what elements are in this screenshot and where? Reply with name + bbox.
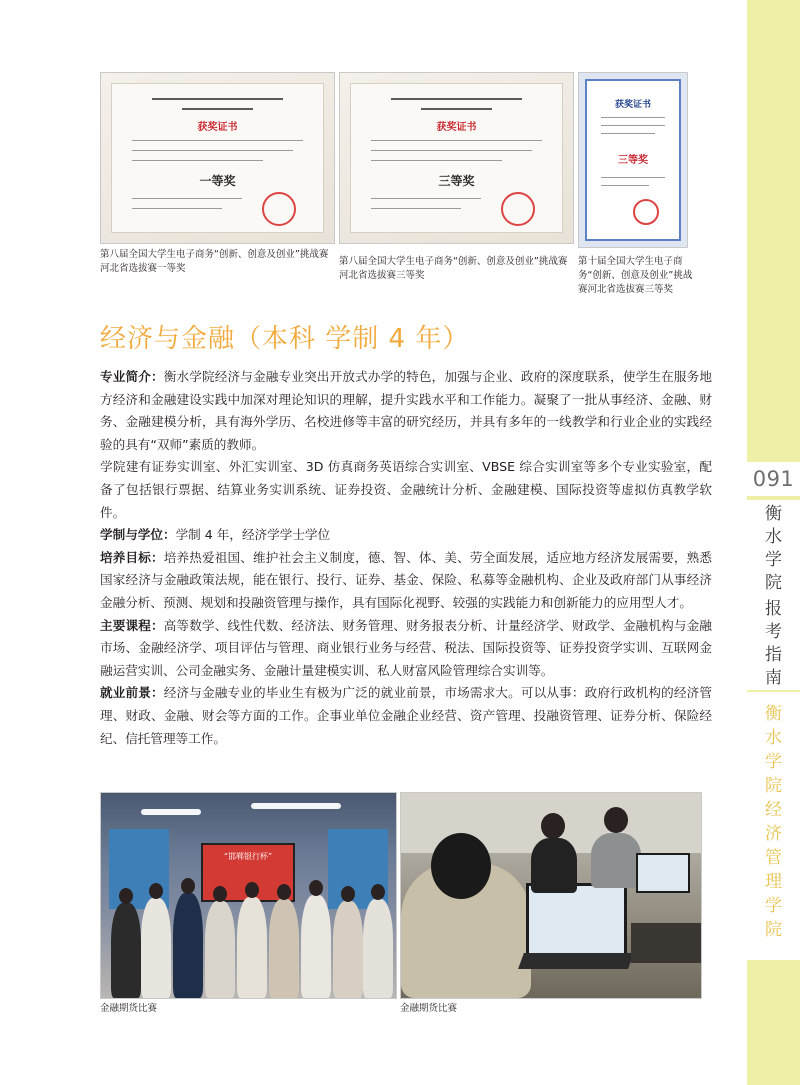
student-head [309, 880, 323, 896]
cert-text-line [132, 160, 263, 161]
student-head [245, 882, 259, 898]
laptop-keyboard [518, 953, 634, 969]
student-head [431, 833, 491, 899]
cert-text-line [391, 98, 522, 100]
section-title: 经济与金融（本科 学制 4 年） [100, 324, 470, 354]
intro-paragraph-2: 学院建有证券实训室、外汇实训室、3D 仿真商务英语综合实训室、VBSE 综合实训室等多个专业实验室，配备了包括银行票据、结算业务实训系统、证券投资、金融统计分析、金融建模、国际投资等虚拟仿真教学软件。 [100, 459, 712, 520]
goal-paragraph [100, 547, 712, 615]
cert-text-line [371, 208, 461, 209]
student-figure [173, 893, 203, 998]
caption-cert-1: 第八届全国大学生电子商务“创新、创意及创业”挑战赛河北省选拔赛一等奖 [100, 249, 329, 274]
course-text: 高等数学、线性代数、经济法、财务管理、财务报表分析、计量经济学、财政学、金融机构与金融市场、金融经济学、项目评估与管理、商业银行业务与经营、税法、国际投资等、证券投资学实训、互联网金融运营实训、公司金融实务、金融计量建模实训、私人财富风险管理综合实训等。 [100, 617, 713, 678]
intro-label: 专业简介： [100, 369, 164, 384]
college-char: 学 [765, 896, 782, 916]
guide-title-vertical [747, 500, 800, 690]
cert-award: 三等奖 [438, 174, 475, 188]
cert-text-line [601, 117, 665, 118]
student-figure [591, 833, 641, 888]
certificate-paper [350, 83, 563, 233]
cert-heading: 获奖证书 [197, 122, 238, 133]
laptop-screen [636, 853, 690, 893]
college-char: 管 [765, 848, 782, 868]
cert-text-line [132, 150, 293, 151]
caption-cert-3: 第十届全国大学生电子商务“创新、创意及创业”挑战赛河北省选拔赛三等奖 [578, 256, 693, 295]
cert-text-line [601, 177, 665, 178]
intro-paragraph [100, 366, 712, 456]
cert-award: 一等奖 [199, 174, 236, 188]
college-name-vertical [747, 692, 800, 960]
intro-text: 衡水学院经济与金融专业突出开放式办学的特色，加强与企业、政府的深度联系，使学生在服务地方经济和金融建设实践中加深对理论知识的理解，提升实践水平和工作能力。凝聚了一批从事经济、金融、财务、金融建模分析，具有海外学历、名校进修等丰富的研究经历，并具有多年的一线教学和行业企业的实践经验的具有“双师”素质的教师。 [100, 369, 713, 452]
student-head [277, 884, 291, 900]
guide-char: 考 [765, 622, 782, 642]
student-head [149, 883, 163, 899]
college-char: 院 [765, 776, 782, 796]
desk [631, 923, 701, 963]
student-figure [111, 903, 141, 998]
degree-text: 学制 4 年，经济学学士学位 [175, 527, 331, 543]
program-description [100, 366, 712, 750]
guide-char: 水 [765, 526, 782, 547]
student-head [213, 886, 227, 902]
guide-char: 报 [765, 599, 782, 619]
student-head [541, 813, 565, 839]
college-char: 水 [765, 728, 782, 748]
career-paragraph [100, 682, 712, 750]
course-paragraph [100, 615, 712, 683]
career-text: 经济与金融专业的毕业生有极为广泛的就业前景，市场需求大。可以从事：政府行政机构的经济管理、财政、金融、财会等方面的工作。企事业单位金融企业经营、资产管理、投融资管理、证券分析、保险经纪、信托管理等工作。 [100, 685, 713, 746]
certificate-photo-2 [339, 72, 574, 244]
cert-text-line [601, 133, 655, 134]
student-figure [333, 901, 363, 998]
cert-text-line [152, 98, 283, 100]
certificate-photo-1 [100, 72, 335, 244]
certificate-paper [111, 83, 324, 233]
cert-heading: 获奖证书 [614, 100, 651, 110]
college-char: 理 [765, 872, 782, 892]
ceiling-light [141, 809, 201, 815]
college-char: 经 [765, 800, 782, 820]
student-figure [363, 899, 393, 998]
guide-char: 衡 [765, 503, 782, 524]
degree-paragraph [100, 524, 712, 547]
student-head [119, 888, 133, 904]
caption-cert-2: 第八届全国大学生电子商务“创新、创意及创业”挑战赛河北省选拔赛三等奖 [339, 256, 568, 281]
student-head [181, 878, 195, 894]
career-label: 就业前景： [100, 685, 164, 701]
ceiling-light [251, 803, 341, 809]
cert-text-line [601, 125, 665, 126]
banner-text: “邯郸银行杯” [223, 852, 273, 861]
student-figure [237, 897, 267, 998]
college-char: 院 [765, 920, 782, 940]
red-seal-icon [501, 192, 535, 226]
guide-char: 南 [765, 668, 782, 688]
student-figure [205, 901, 235, 998]
student-head [371, 884, 385, 900]
cert-heading: 获奖证书 [436, 122, 477, 133]
red-seal-icon [633, 199, 659, 225]
cert-text-line [371, 150, 532, 151]
student-head [604, 807, 628, 833]
computer-lab-photo [400, 792, 702, 999]
certificate-paper [585, 79, 681, 241]
student-figure [269, 899, 299, 998]
certificate-photo-3 [578, 72, 688, 248]
student-figure [141, 898, 171, 998]
cert-text-line [132, 140, 303, 141]
guide-char: 院 [765, 572, 782, 593]
cert-text-line [132, 198, 242, 199]
guide-char: 学 [765, 549, 782, 570]
goal-label: 培养目标： [100, 549, 164, 565]
goal-text: 培养热爱祖国、维护社会主义制度，德、智、体、美、劳全面发展，适应地方经济发展需要，熟悉国家经济与金融政策法规，能在银行、投行、证券、基金、保险、私募等金融机构、企业及政府部门从事经济金融分析、预测、规划和投融资管理与操作，具有国际化视野、较强的实践能力和创新能力的应用型人才。 [100, 549, 713, 610]
cert-text-line [132, 208, 222, 209]
guide-char: 指 [765, 645, 782, 665]
laptop-screen [526, 883, 627, 959]
page-number: 091 [747, 462, 800, 496]
cert-text-line [182, 108, 253, 110]
college-char: 衡 [765, 704, 782, 724]
college-char: 济 [765, 824, 782, 844]
course-label: 主要课程： [100, 617, 164, 633]
caption-photo-2: 金融期货比赛 [400, 1003, 458, 1014]
red-seal-icon [262, 192, 296, 226]
caption-photo-1: 金融期货比赛 [100, 1003, 158, 1014]
cert-text-line [371, 140, 542, 141]
group-photo [100, 792, 397, 999]
student-head [341, 886, 355, 902]
student-figure [531, 838, 577, 893]
student-figure [301, 895, 331, 998]
cert-text-line [371, 198, 481, 199]
college-char: 学 [765, 752, 782, 772]
cert-text-line [371, 160, 502, 161]
cert-text-line [421, 108, 492, 110]
cert-award: 三等奖 [618, 155, 648, 166]
cert-text-line [601, 185, 649, 186]
degree-label: 学制与学位： [100, 527, 176, 543]
